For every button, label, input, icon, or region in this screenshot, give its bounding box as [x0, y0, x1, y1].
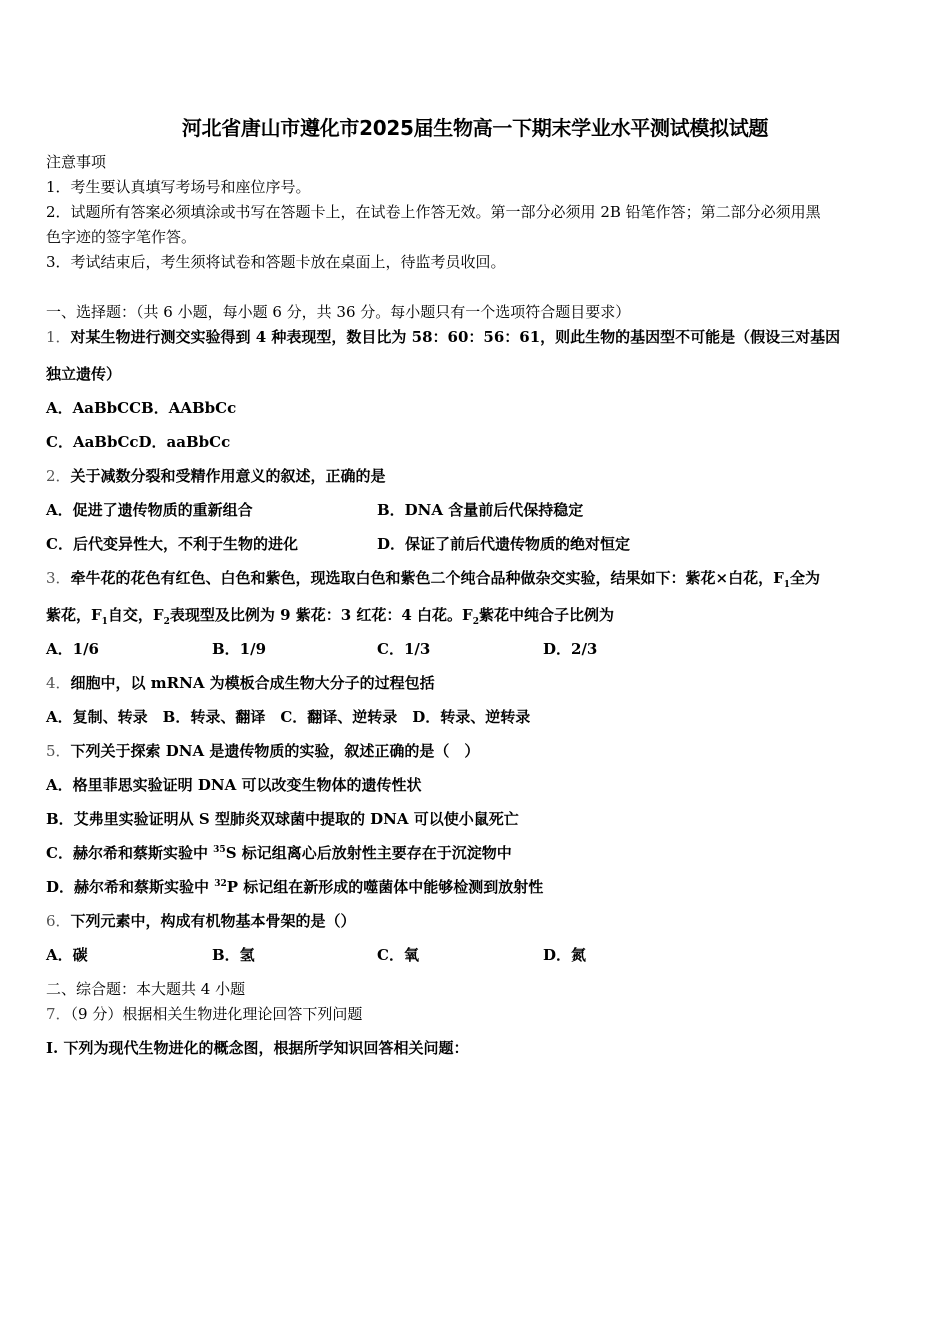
option-d: D．氮: [543, 946, 587, 964]
question-number: 1．: [46, 328, 71, 346]
question-number: 6．: [46, 912, 71, 930]
section-heading: 一、选择题：（共 6 小题，每小题 6 分，共 36 分。每小题只有一个选项符合题目要求）: [46, 303, 631, 321]
question-2: [46, 466, 386, 486]
option-c: C．氧: [377, 946, 419, 964]
option-c: [46, 843, 512, 863]
option-line: A．AaBbCCB．AABbCc: [46, 399, 237, 417]
option-a: A．格里菲思实验证明 DNA 可以改变生物体的遗传性状: [46, 776, 422, 794]
superscript: 32: [214, 879, 227, 889]
text-segment: 表现型及比例为 9 紫花：3 红花：4 白花。F: [169, 606, 473, 624]
text-segment: 自交，F: [107, 606, 164, 624]
option-b: B．氢: [212, 946, 255, 964]
option-line: A．复制、转录 B．转录、翻译 C．翻译、逆转录 D．转录、逆转录: [46, 708, 531, 726]
question-4: [46, 673, 435, 693]
question-6: [46, 911, 356, 931]
question-number: 4．: [46, 674, 71, 692]
notice-item: 色字迹的签字笔作答。: [46, 228, 197, 246]
question-text-continued: 独立遗传）: [46, 365, 122, 383]
question-text: 全为: [790, 569, 821, 587]
subscript: 1: [101, 617, 108, 627]
option-d: D．2/3: [543, 640, 598, 658]
superscript: 35: [213, 845, 226, 855]
option-a: A．碳: [46, 946, 88, 964]
question-number: 7．: [46, 1005, 71, 1023]
page-title: 河北省唐山市遵化市2025届生物高一下期末学业水平测试模拟试题: [181, 116, 769, 140]
question-3: [46, 568, 820, 588]
text-segment: P 标记组在新形成的噬菌体中能够检测到放射性: [226, 878, 544, 896]
question-1: [46, 327, 840, 347]
option-b: B．艾弗里实验证明从 S 型肺炎双球菌中提取的 DNA 可以使小鼠死亡: [46, 810, 519, 828]
question-text-continued: [46, 605, 614, 625]
option-a: A．促进了遗传物质的重新组合: [46, 501, 253, 519]
question-text: 下列元素中，构成有机物基本骨架的是（）: [70, 912, 356, 930]
question-text: 下列关于探索 DNA 是遗传物质的实验，叙述正确的是（ ）: [70, 742, 480, 760]
subscript: 1: [783, 580, 791, 590]
notice-heading: 注意事项: [46, 153, 107, 171]
text-segment: D．赫尔希和蔡斯实验中: [46, 878, 215, 896]
text-segment: S 标记组离心后放射性主要存在于沉淀物中: [225, 844, 512, 862]
section-heading: 二、综合题：本大题共 4 小题: [46, 980, 246, 998]
part-label: I.: [46, 1039, 59, 1057]
option-b: B．DNA 含量前后代保持稳定: [377, 501, 584, 519]
question-7: [46, 1004, 362, 1024]
question-5: [46, 741, 479, 761]
option-d: D．保证了前后代遗传物质的绝对恒定: [377, 535, 631, 553]
notice-item: 1．考生要认真填写考场号和座位序号。: [46, 178, 311, 196]
subscript: 2: [163, 617, 170, 627]
notice-item: 3．考试结束后，考生须将试卷和答题卡放在桌面上，待监考员收回。: [46, 253, 506, 271]
question-number: 3．: [46, 569, 71, 587]
option-a: A．1/6: [46, 640, 99, 658]
question-number: 5．: [46, 742, 71, 760]
question-text: （9 分）根据相关生物进化理论回答下列问题: [70, 1005, 363, 1023]
option-c: C．后代变异性大，不利于生物的进化: [46, 535, 298, 553]
question-text: 牵牛花的花色有红色、白色和紫色，现选取白色和紫色二个纯合品种做杂交实验，结果如下：紫花×白花，F: [70, 569, 784, 587]
subscript: 2: [472, 617, 479, 627]
part-text: 下列为现代生物进化的概念图，根据所学知识回答相关问题：: [58, 1039, 469, 1057]
text-segment: C．赫尔希和蔡斯实验中: [46, 844, 214, 862]
question-text: 细胞中，以 mRNA 为模板合成生物大分子的过程包括: [70, 674, 435, 692]
question-part: [46, 1038, 468, 1058]
question-number: 2．: [46, 467, 71, 485]
option-c: C．1/3: [377, 640, 431, 658]
question-text: 关于减数分裂和受精作用意义的叙述，正确的是: [70, 467, 386, 485]
option-line: C．AaBbCcD．aaBbCc: [46, 433, 231, 451]
text-segment: 紫花中纯合子比例为: [478, 606, 614, 624]
option-d: [46, 877, 543, 897]
option-b: B．1/9: [212, 640, 267, 658]
notice-item: 2．试题所有答案必须填涂或书写在答题卡上，在试卷上作答无效。第一部分必须用 2B 铅笔作答；第二部分必须用黑: [46, 203, 821, 221]
text-segment: 紫花，F: [46, 606, 102, 624]
question-text: 对某生物进行测交实验得到 4 种表现型，数目比为 58：60：56：61，则此生物的基因型不可能是（假设三对基因: [70, 328, 841, 346]
